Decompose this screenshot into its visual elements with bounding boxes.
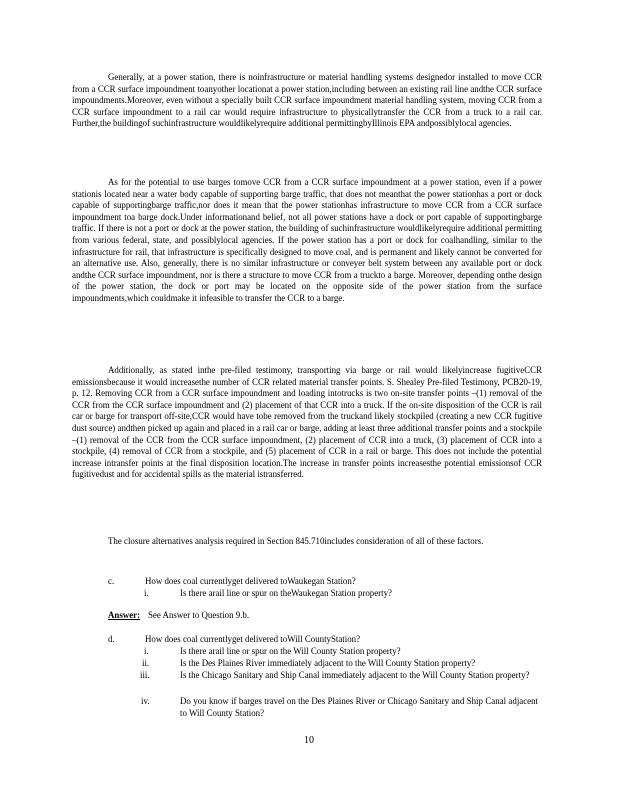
question-d-i-label: i. [144,646,149,656]
question-c-i-text: Is there arail line or spur on theWaukegan Station property? [180,588,392,598]
question-d-ii-label: ii. [142,658,150,668]
question-d-iii-label: iii. [140,670,150,680]
question-c-text: How does coal currentlyget delivered toWaukegan Station? [145,576,356,586]
question-d-label: d. [108,634,115,644]
paragraph-fugitive-emissions: Additionally, as stated inthe pre-filed testimony, transporting via barge or rail would likelyincrease fugitiveCCR emissionsbecause it would increasethe number of CCR related material transfer points. S. Shealey Pre-filed Testimony, PCB20-19, p. 12. Removing CCR from a CCR surface impoundment and loading intotrucks is two on-site transfer points –(1) removal of the CCR from the CCR surface impoundment and (2) placement of that CCR into a truck. If the on-site disposition of the CCR is rail car or barge for transport off-site,CCR would have tobe removed from the truckand likely stockpiled (creating a new CCR fugitive dust source) andthen picked up again and placed in a rail car or barge, adding at least three additional transfer points and a stockpile –(1) removal of the CCR from the CCR surface impoundment, (2) placement of CCR into a truck, (3) placement of CCR into a stockpile, (4) removal of CCR from a stockpile, and (5) placement of CCR in a rail or barge. This does not include the potential increase intransfer points at the final disposition location.The increase in transfer points increasesthe potential emissionsof CCR fugitivedust and for accidental spills as the material istransferred. [72,365,542,480]
question-d-iv-text: Do you know if barges travel on the Des Plaines River or Chicago Sanitary and Ship Canal adjacent to Will County Station? [180,696,538,718]
paragraph-infrastructure: Generally, at a power station, there is noinfrastructure or material handling systems designedor installed to move CCR from a CCR surface impoundment toanyother locationat a power station,including between an existing rail line andthe CCR surface impoundments.Moreover, even without a specially built CCR surface impoundment material handling system, moving CCR from a CCR surface impoundment to a rail car would require infrastructure to physicallytransfer the CCR from a truck to a rail car. Further,the buildingof suchinfrastructure wouldlikelyrequire additional permittingbyIllinois EPA andpossiblylocal agencies. [72,72,542,129]
page-number: 10 [304,735,314,746]
question-d-i-text: Is there arail line or spur on the Will County Station property? [180,646,401,656]
answer-label: Answer: [108,610,141,620]
paragraph-closure-analysis: The closure alternatives analysis required in Section 845.710includes consideration of all of these factors. [108,536,484,546]
answer-text: See Answer to Question 9.b. [148,610,250,620]
question-d-iii-text: Is the Chicago Sanitary and Ship Canal immediately adjacent to the Will County Station property? [180,670,530,680]
question-c-i-label: i. [144,588,149,598]
question-d-iv-label: iv. [141,696,150,706]
paragraph-barges: As for the potential to use barges tomove CCR from a CCR surface impoundment at a power station, even if a power stationis located near a water body capable of supporting barge traffic, that does not meanthat the power stationhas a port or dock capable of supportingbarge traffic,nor does it mean that the power stationhas infrastructure to move CCR from a CCR surface impoundment toa barge dock.Under informationand belief, not all power stations have a dock or port capable of supportingbarge traffic. If there is not a port or dock at the power station, the building of suchinfrastructure wouldlikelyrequire additional permitting from various federal, state, and possiblylocal agencies. If the power station has a port or dock for coalhandling, similar to the infrastructure for rail, that infrastructure is specifically designed to move coal, and is permanent and likely cannot be converted for an alternative use. Also, generally, there is no similar infrastructure or conveyer belt system between any available port or dock andthe CCR surface impoundment, nor is there a structure to move CCR from a truckto a barge. Moreover, depending onthe design of the power station, the dock or port may be located on the opposite side of the power station from the surface impoundments,which couldmake it infeasible to transfer the CCR to a barge. [72,177,542,303]
question-d-ii-text: Is the Des Plaines River immediately adjacent to the Will County Station property? [180,658,476,668]
question-c-label: c. [108,576,115,586]
question-d-text: How does coal currentlyget delivered toWill CountyStation? [145,634,361,644]
